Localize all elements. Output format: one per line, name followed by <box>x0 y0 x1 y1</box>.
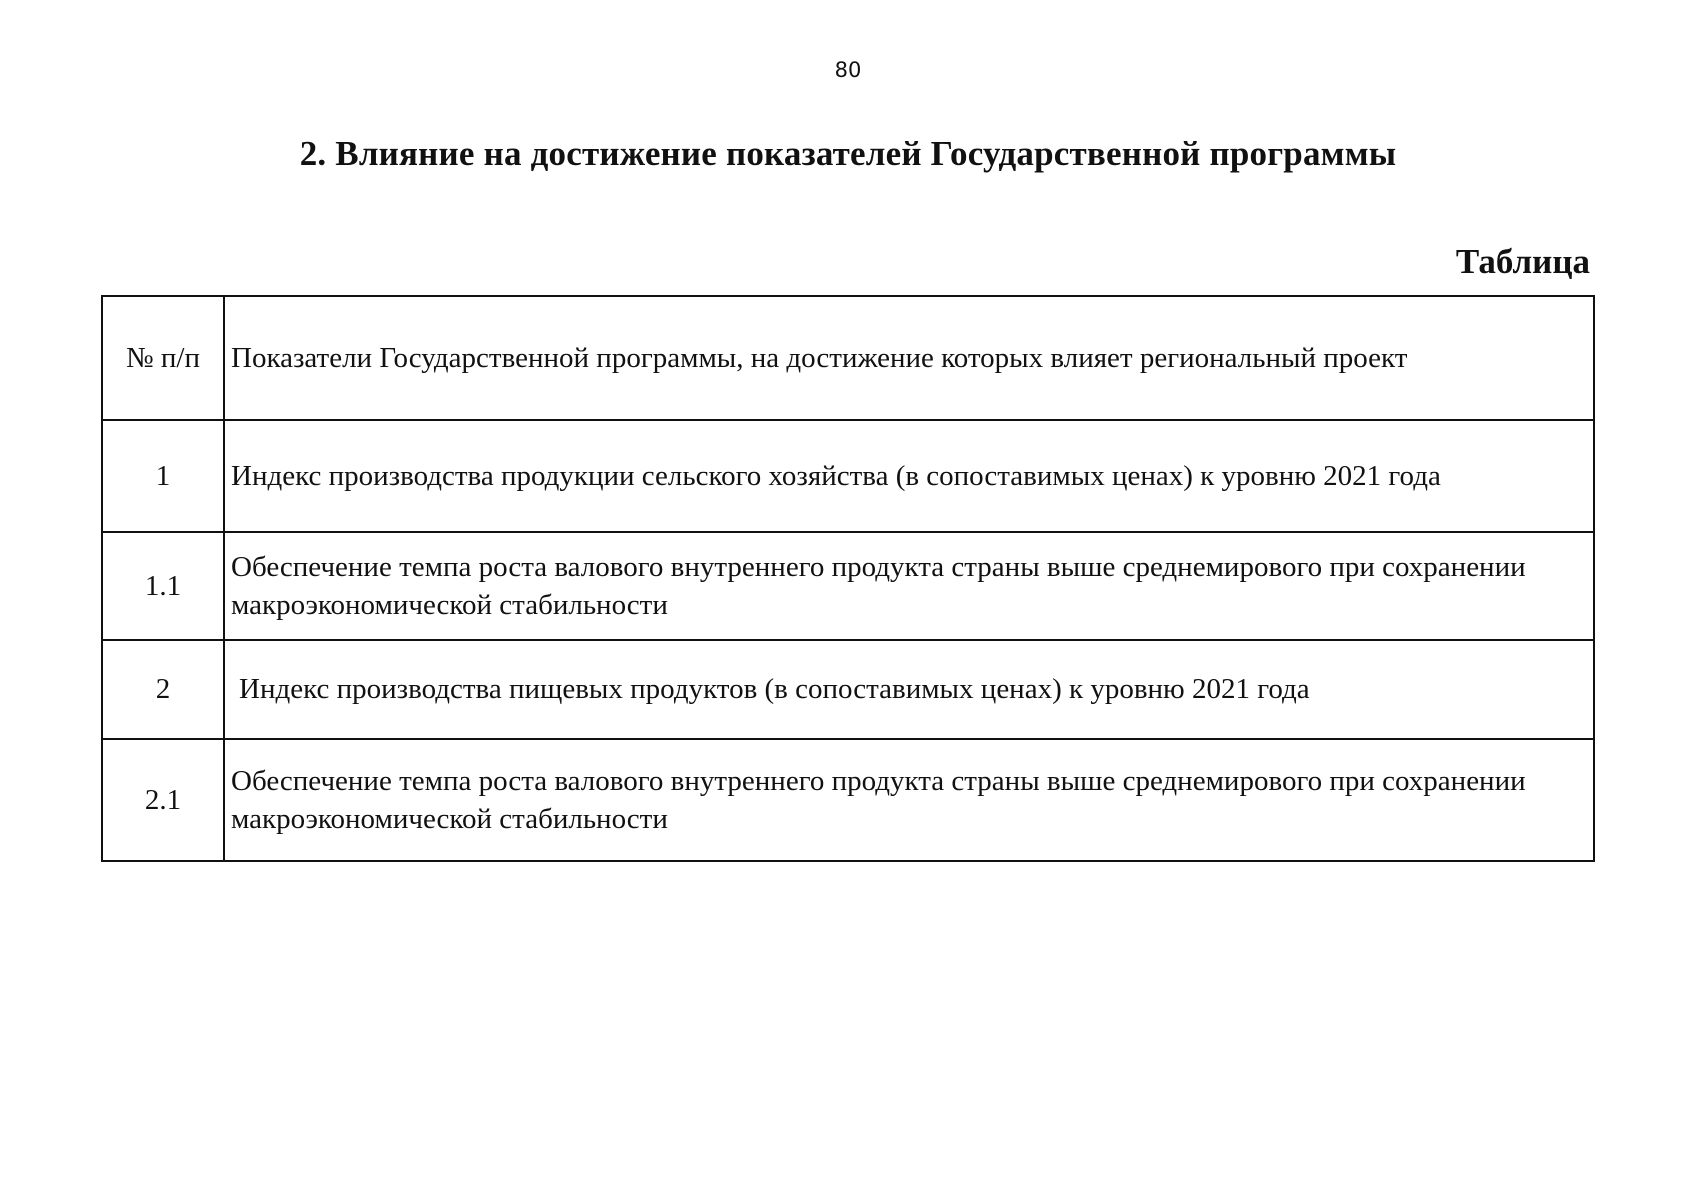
row-indicator-cell: Индекс производства пищевых продуктов (в сопоставимых ценах) к уровню 2021 года <box>224 640 1594 739</box>
row-num-cell: 1 <box>102 420 224 532</box>
table-row <box>102 532 1594 640</box>
table-row <box>102 420 1594 532</box>
table-caption: Таблица <box>1455 242 1590 281</box>
table-row <box>102 640 1594 739</box>
section-title: 2. Влияние на достижение показателей Государственной программы <box>299 134 1397 173</box>
table-header-row <box>102 296 1594 420</box>
row-num-cell: 2 <box>102 640 224 739</box>
row-indicator-cell: Индекс производства продукции сельского хозяйства (в сопоставимых ценах) к уровню 2021 года <box>224 420 1594 532</box>
indicators-table <box>101 295 1595 862</box>
row-num-cell: 1.1 <box>102 532 224 640</box>
row-indicator-cell: Обеспечение темпа роста валового внутреннего продукта страны выше среднемирового при сохранении макроэкономической стабильности <box>224 739 1594 861</box>
header-indicator-cell: Показатели Государственной программы, на достижение которых влияет региональный проект <box>224 296 1594 420</box>
page-number: 80 <box>834 58 862 82</box>
row-indicator-cell: Обеспечение темпа роста валового внутреннего продукта страны выше среднемирового при сохранении макроэкономической стабильности <box>224 532 1594 640</box>
header-num-cell: № п/п <box>102 296 224 420</box>
table-row <box>102 739 1594 861</box>
row-num-cell: 2.1 <box>102 739 224 861</box>
